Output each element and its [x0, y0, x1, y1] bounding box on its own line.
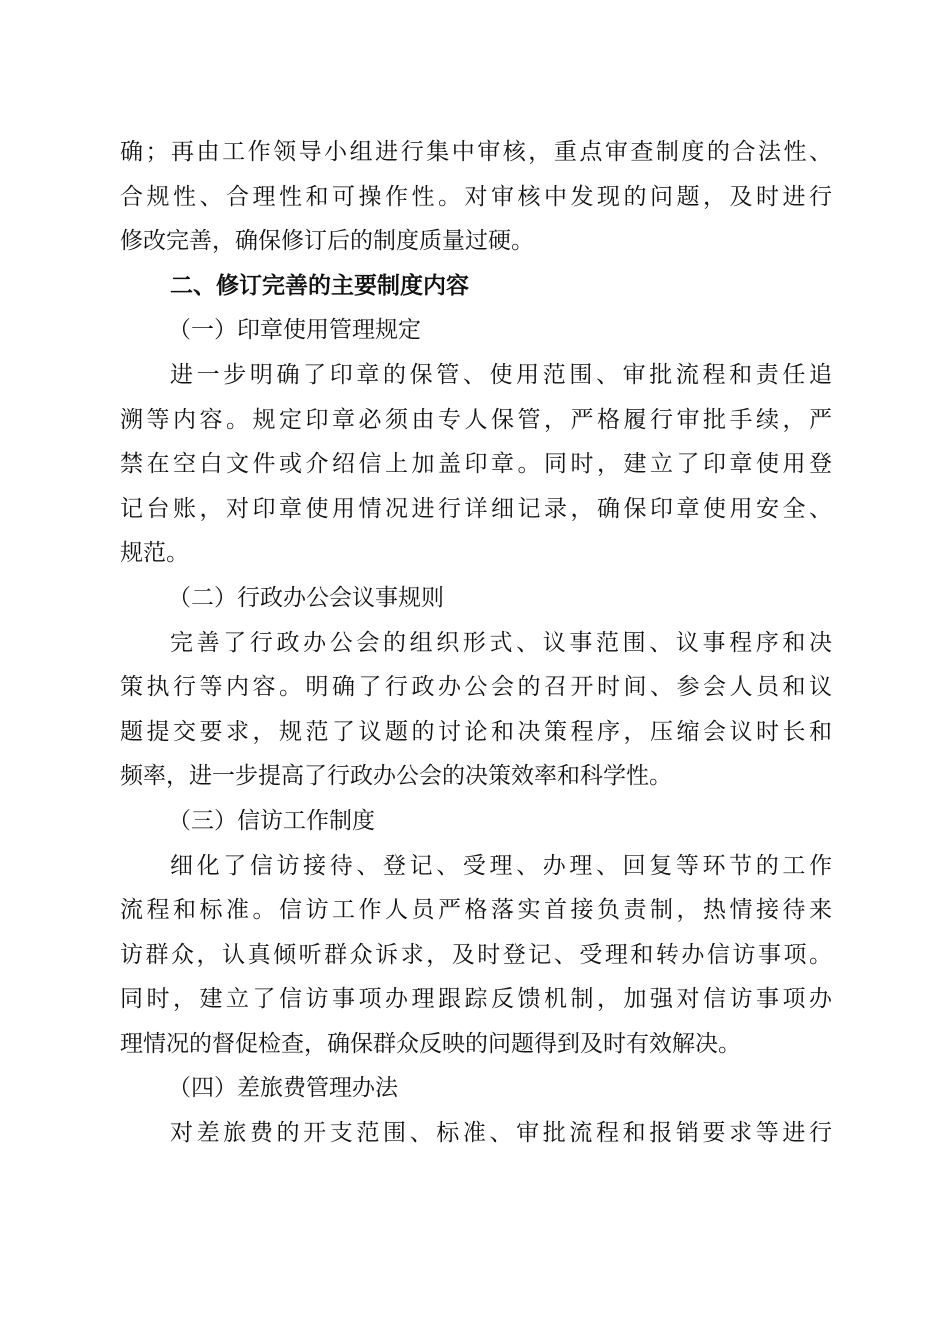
subsection-heading: （二）行政办公会议事规则 [168, 584, 444, 611]
body-line: 合规性、合理性和可操作性。对审核中发现的问题，及时进行 [120, 183, 832, 210]
body-line: 禁在空白文件或介绍信上加盖印章。同时，建立了印章使用登 [120, 451, 832, 478]
subsection-heading: （四）差旅费管理办法 [168, 1075, 398, 1102]
body-line: 题提交要求，规范了议题的讨论和决策程序，压缩会议时长和 [120, 718, 832, 745]
body-line: 策执行等内容。明确了行政办公会的召开时间、参会人员和议 [120, 674, 832, 701]
body-line: 完善了行政办公会的组织形式、议事范围、议事程序和决 [170, 629, 832, 656]
body-line: 记台账，对印章使用情况进行详细记录，确保印章使用安全、 [120, 495, 832, 522]
body-line: 规范。 [120, 540, 189, 567]
document-body [120, 130, 832, 1156]
body-line: 流程和标准。信访工作人员严格落实首接负责制，热情接待来 [120, 897, 832, 924]
body-line: 修改完善，确保修订后的制度质量过硬。 [120, 228, 534, 255]
subsection-heading: （三）信访工作制度 [168, 807, 375, 834]
body-line: 溯等内容。规定印章必须由专人保管，严格履行审批手续，严 [120, 406, 832, 433]
body-line: 频率，进一步提高了行政办公会的决策效率和科学性。 [120, 763, 672, 790]
body-line: 理情况的督促检查，确保群众反映的问题得到及时有效解决。 [120, 1030, 741, 1057]
body-line: 细化了信访接待、登记、受理、办理、回复等环节的工作 [170, 852, 832, 879]
body-line: 对差旅费的开支范围、标准、审批流程和报销要求等进行 [170, 1120, 832, 1147]
body-line: 访群众，认真倾听群众诉求，及时登记、受理和转办信访事项。 [120, 941, 832, 968]
body-line: 确；再由工作领导小组进行集中审核，重点审查制度的合法性、 [120, 139, 832, 165]
body-line: 进一步明确了印章的保管、使用范围、审批流程和责任追 [170, 361, 832, 388]
subsection-heading: （一）印章使用管理规定 [168, 317, 421, 344]
body-line: 同时，建立了信访事项办理跟踪反馈机制，加强对信访事项办 [120, 986, 832, 1013]
section-heading: 二、修订完善的主要制度内容 [170, 272, 469, 299]
